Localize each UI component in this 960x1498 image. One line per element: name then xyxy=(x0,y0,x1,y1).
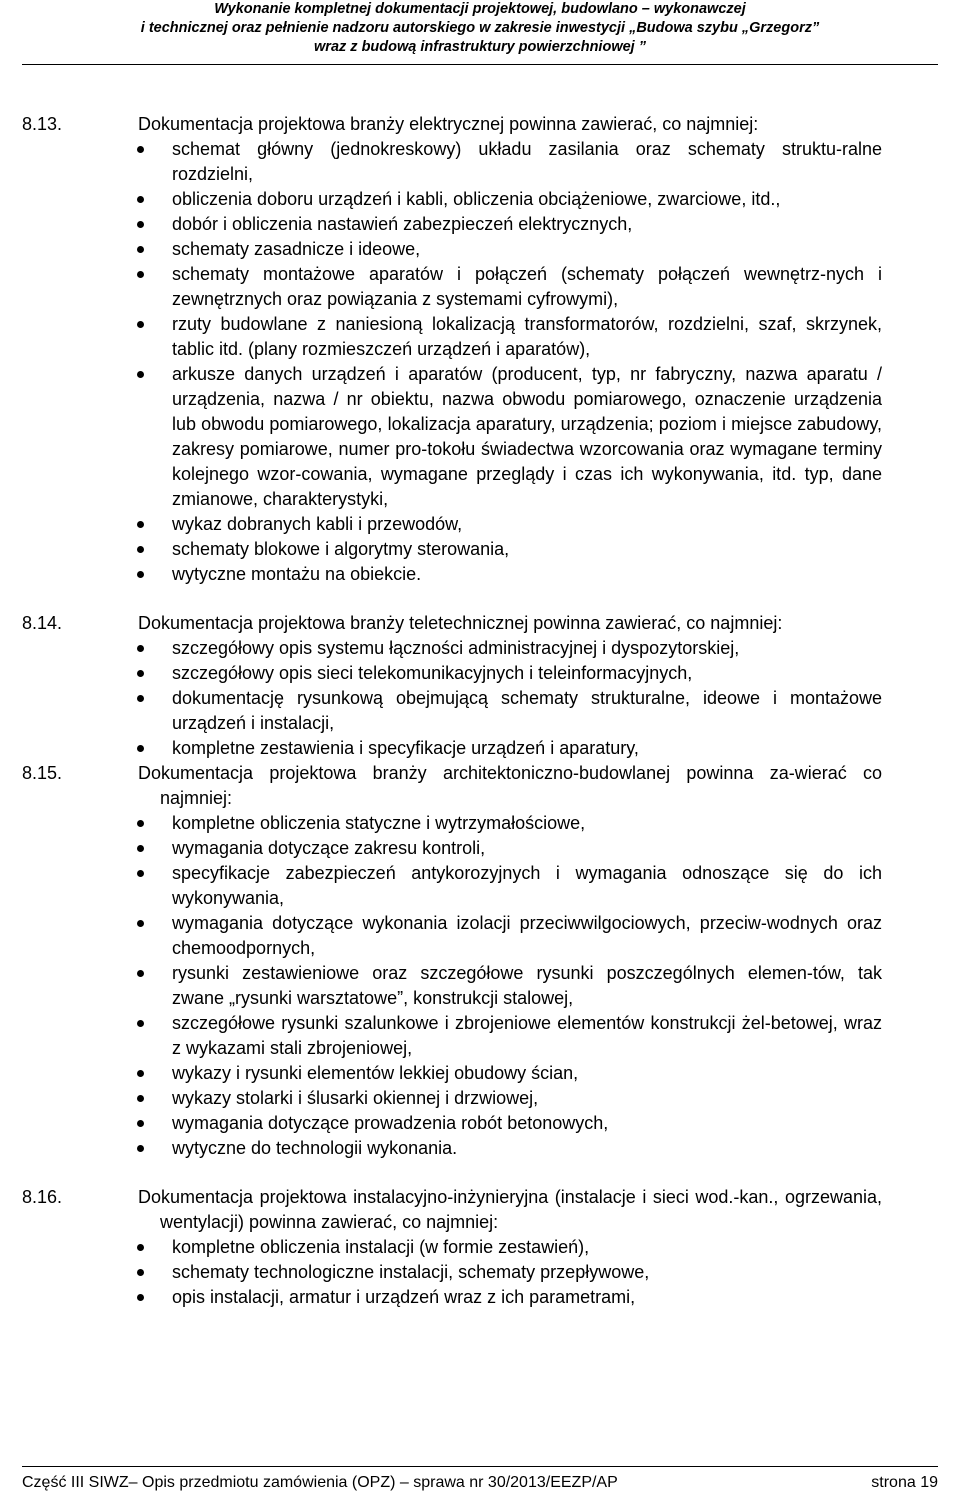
section-8-13 xyxy=(0,112,960,587)
list-item-text: rysunki zestawieniowe oraz szczegółowe rysunki poszczególnych elemen-tów, tak zwane „rysunki warsztatowe”, konstrukcji stalowej, xyxy=(172,963,882,1008)
page-header xyxy=(0,0,960,57)
list-item xyxy=(172,187,882,212)
bullet-icon xyxy=(137,221,144,228)
list-item xyxy=(172,736,882,761)
section-lead: Dokumentacja projektowa branży elektrycznej powinna zawierać, co najmniej: xyxy=(138,114,759,134)
list-item xyxy=(172,537,882,562)
bullet-icon xyxy=(137,1120,144,1127)
bullet-icon xyxy=(137,1095,144,1102)
section-lead: Dokumentacja projektowa branży architektoniczno-budowlanej powinna za-wierać co najmniej: xyxy=(138,763,882,808)
list-item-text: dokumentację rysunkową obejmującą schematy strukturalne, ideowe i montażowe urządzeń i instalacji, xyxy=(172,688,882,733)
list-item-text: szczegółowe rysunki szalunkowe i zbrojeniowe elementów konstrukcji żel-betowej, wraz z wykazami stali zbrojeniowej, xyxy=(172,1013,882,1058)
section-spacer xyxy=(0,587,960,611)
list-item-text: wytyczne montażu na obiekcie. xyxy=(172,564,422,584)
list-item-text: obliczenia doboru urządzeń i kabli, obliczenia obciążeniowe, zwarciowe, itd., xyxy=(172,189,781,209)
bullet-icon xyxy=(137,820,144,827)
list-item xyxy=(172,237,882,262)
list-item xyxy=(172,137,882,187)
bullet-icon xyxy=(137,546,144,553)
bullet-icon xyxy=(137,1269,144,1276)
list-item xyxy=(172,562,882,587)
bullet-icon xyxy=(137,271,144,278)
bullet-icon xyxy=(137,695,144,702)
header-line-1: Wykonanie kompletnej dokumentacji projektowej, budowlano – wykonawczej xyxy=(214,1,746,17)
section-number: 8.16. xyxy=(22,1187,63,1207)
section-item-list xyxy=(0,137,960,587)
bullet-icon xyxy=(137,970,144,977)
list-item xyxy=(172,1061,882,1086)
list-item xyxy=(172,836,882,861)
list-item xyxy=(172,686,882,736)
bullet-icon xyxy=(137,1244,144,1251)
header-divider xyxy=(22,64,938,65)
list-item-text: wykazy i rysunki elementów lekkiej obudowy ścian, xyxy=(172,1063,579,1083)
section-8-15 xyxy=(0,761,960,1161)
bullet-icon xyxy=(137,1145,144,1152)
section-number: 8.14. xyxy=(22,613,63,633)
list-item xyxy=(172,661,882,686)
bullet-icon xyxy=(137,1020,144,1027)
section-item-list xyxy=(0,1235,960,1310)
list-item-text: wytyczne do technologii wykonania. xyxy=(172,1138,458,1158)
list-item-text: wymagania dotyczące zakresu kontroli, xyxy=(172,838,486,858)
list-item-text: dobór i obliczenia nastawień zabezpieczeń elektrycznych, xyxy=(172,214,633,234)
bullet-icon xyxy=(137,521,144,528)
bullet-icon xyxy=(137,845,144,852)
list-item-text: wykaz dobranych kabli i przewodów, xyxy=(172,514,463,534)
bullet-icon xyxy=(137,321,144,328)
list-item xyxy=(172,861,882,911)
list-item xyxy=(172,212,882,237)
list-item xyxy=(172,811,882,836)
list-item-text: schematy montażowe aparatów i połączeń (schematy połączeń wewnętrz-nych i zewnętrznych oraz powiązania z systemami cyfrowymi), xyxy=(172,264,882,309)
header-line-2: i technicznej oraz pełnienie nadzoru autorskiego w zakresie inwestycji „Budowa szybu „Grzegorz” xyxy=(140,20,820,36)
bullet-icon xyxy=(137,920,144,927)
bullet-icon xyxy=(137,246,144,253)
section-item-list xyxy=(0,811,960,1161)
bullet-icon xyxy=(137,196,144,203)
list-item xyxy=(172,911,882,961)
bullet-icon xyxy=(137,1070,144,1077)
bullet-icon xyxy=(137,670,144,677)
list-item xyxy=(172,1285,882,1310)
page-number: strona 19 xyxy=(871,1474,938,1491)
list-item-text: schematy blokowe i algorytmy sterowania, xyxy=(172,539,510,559)
section-lead: Dokumentacja projektowa branży teletechnicznej powinna zawierać, co najmniej: xyxy=(138,613,783,633)
list-item xyxy=(172,1136,882,1161)
list-item-text: schemat główny (jednokreskowy) układu zasilania oraz schematy struktu-ralne rozdzielni, xyxy=(172,139,882,184)
bullet-icon xyxy=(137,745,144,752)
section-spacer xyxy=(0,1161,960,1185)
list-item xyxy=(172,262,882,312)
list-item xyxy=(172,362,882,512)
list-item xyxy=(172,1011,882,1061)
list-item-text: szczegółowy opis systemu łączności administracyjnej i dyspozytorskiej, xyxy=(172,638,740,658)
section-8-16 xyxy=(0,1185,960,1310)
section-number: 8.13. xyxy=(22,114,63,134)
list-item-text: szczegółowy opis sieci telekomunikacyjnych i teleinformacyjnych, xyxy=(172,663,693,683)
list-item-text: schematy technologiczne instalacji, schematy przepływowe, xyxy=(172,1262,650,1282)
footer-document-title: Część III SIWZ– Opis przedmiotu zamówienia (OPZ) – sprawa nr 30/2013/EEZP/AP xyxy=(22,1474,618,1491)
bullet-icon xyxy=(137,1294,144,1301)
list-item-text: schematy zasadnicze i ideowe, xyxy=(172,239,421,259)
header-line-3: wraz z budową infrastruktury powierzchniowej ” xyxy=(314,39,646,55)
list-item-text: rzuty budowlane z naniesioną lokalizacją transformatorów, rozdzielni, szaf, skrzynek, tablic itd. (plany rozmieszczeń urządzeń i aparatów), xyxy=(172,314,882,359)
list-item-text: wymagania dotyczące prowadzenia robót betonowych, xyxy=(172,1113,609,1133)
list-item-text: wykazy stolarki i ślusarki okiennej i drzwiowej, xyxy=(172,1088,539,1108)
list-item xyxy=(172,1235,882,1260)
list-item-text: opis instalacji, armatur i urządzeń wraz z ich parametrami, xyxy=(172,1287,636,1307)
list-item xyxy=(172,312,882,362)
section-8-14 xyxy=(0,611,960,761)
section-lead: Dokumentacja projektowa instalacyjno-inżynieryjna (instalacje i sieci wod.-kan., ogrzewania, wentylacji) powinna zawierać, co najmniej: xyxy=(138,1187,882,1232)
list-item-text: arkusze danych urządzeń i aparatów (producent, typ, nr fabryczny, nazwa aparatu / urządzenia, nazwa / nr obiektu, nazwa obwodu pomiarowego, oznaczenie urządzenia lub obwodu pomiarowego, lokalizacja aparatury, urządzenia; poziom i miejsce zabudowy, zakresy pomiarowe, numer pro-tokołu świadectwa wzorcowania oraz wymagane terminy kolejnego wzor-cowania, wymagane przeglądy i czas ich wykonywania, itd. typ, dane zmianowe, charakterystyki, xyxy=(172,364,882,509)
list-item xyxy=(172,1260,882,1285)
section-item-list xyxy=(0,636,960,761)
list-item xyxy=(172,961,882,1011)
bullet-icon xyxy=(137,645,144,652)
list-item-text: kompletne obliczenia statyczne i wytrzymałościowe, xyxy=(172,813,586,833)
list-item-text: wymagania dotyczące wykonania izolacji przeciwwilgociowych, przeciw-wodnych oraz chemoodpornych, xyxy=(172,913,882,958)
bullet-icon xyxy=(137,146,144,153)
list-item-text: kompletne obliczenia instalacji (w formie zestawień), xyxy=(172,1237,590,1257)
bullet-icon xyxy=(137,870,144,877)
page-footer xyxy=(22,1466,938,1491)
bullet-icon xyxy=(137,371,144,378)
list-item xyxy=(172,1111,882,1136)
document-body xyxy=(0,112,960,1310)
list-item-text: specyfikacje zabezpieczeń antykorozyjnych i wymagania odnoszące się do ich wykonywania, xyxy=(172,863,882,908)
bullet-icon xyxy=(137,571,144,578)
list-item xyxy=(172,512,882,537)
list-item xyxy=(172,636,882,661)
list-item-text: kompletne zestawienia i specyfikacje urządzeń i aparatury, xyxy=(172,738,639,758)
section-number: 8.15. xyxy=(22,763,63,783)
list-item xyxy=(172,1086,882,1111)
